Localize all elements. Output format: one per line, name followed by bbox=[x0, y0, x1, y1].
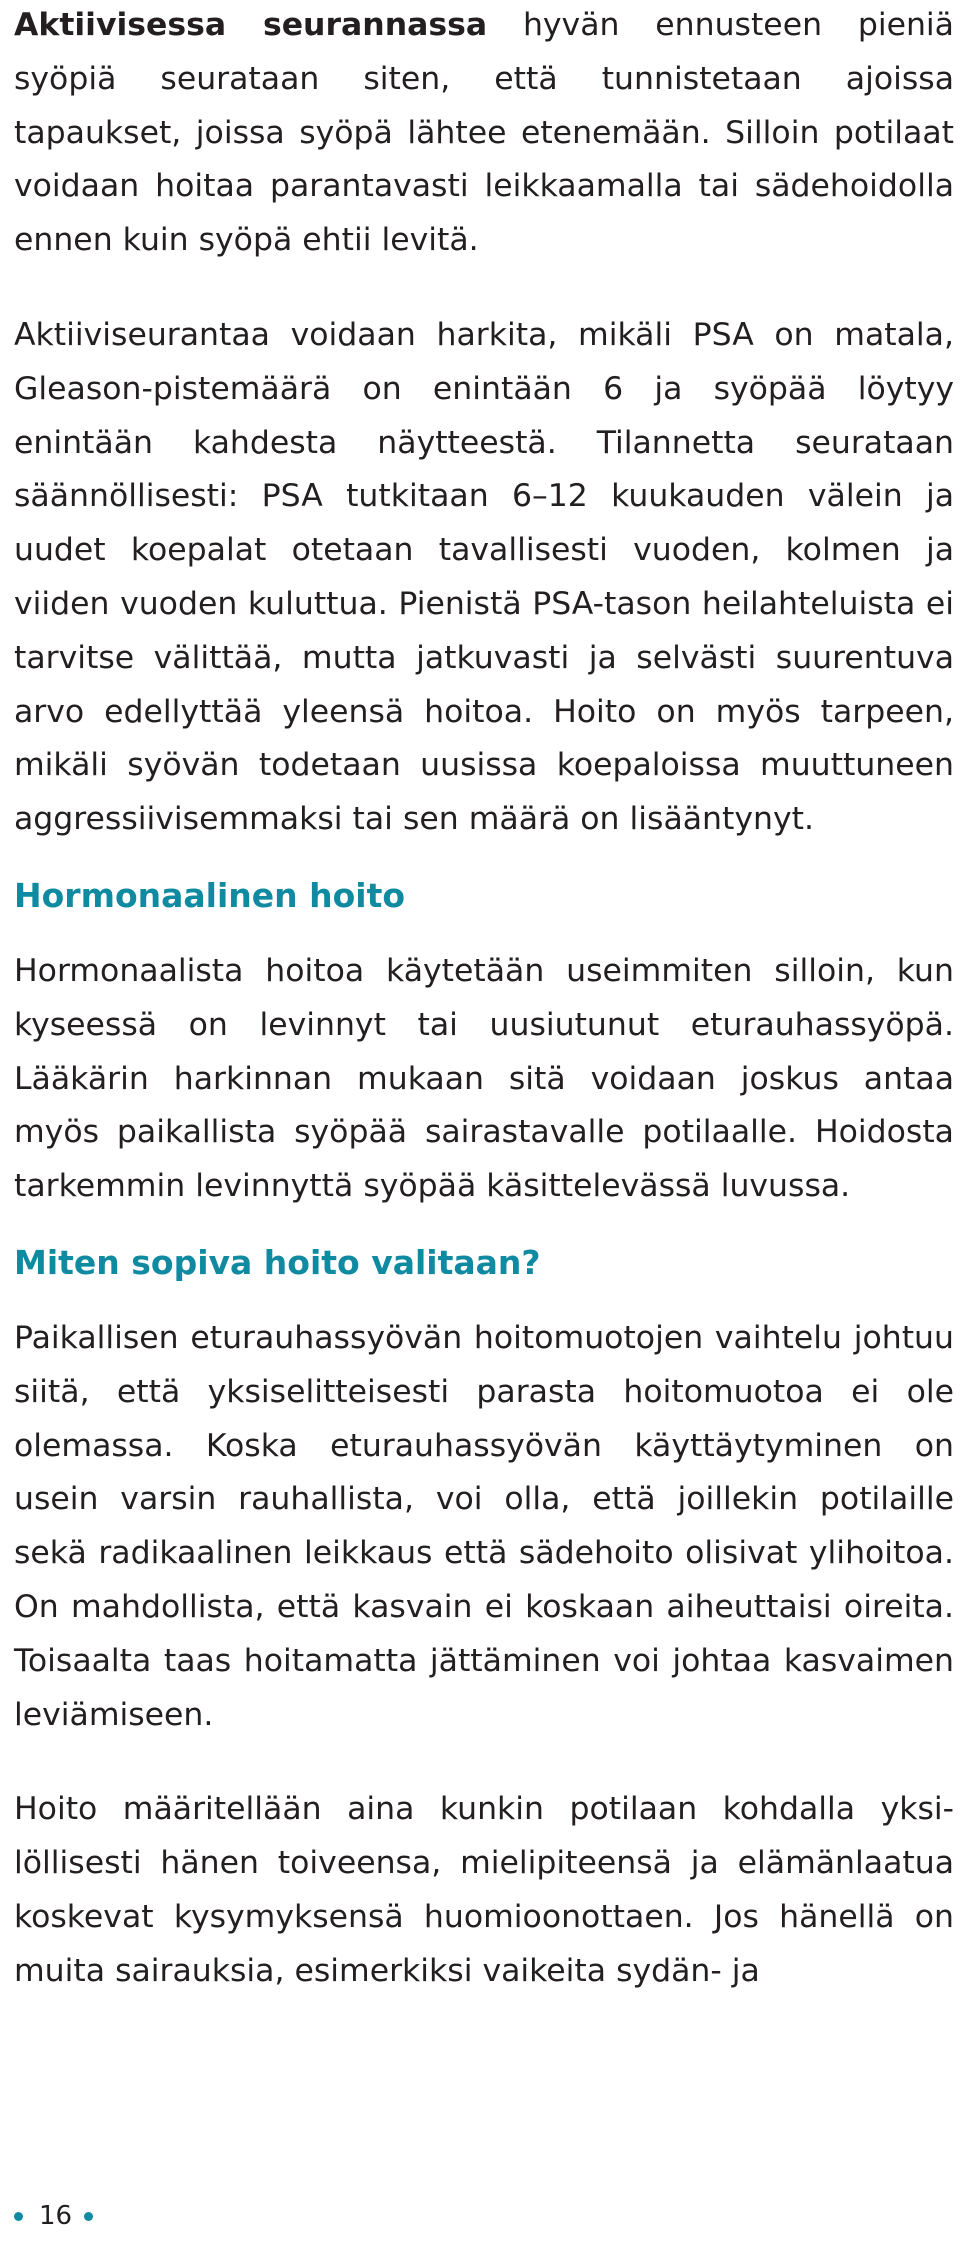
lead-term: Aktiivisessa seurannassa bbox=[14, 7, 488, 43]
paragraph-hormonal-therapy: Hormonaalista hoitoa käytetään useimmiten silloin, kun kyseessä on levinnyt tai uusiutunut eturauhassyöpä. Lääkärin harkinnan mukaan sitä voidaan joskus antaa myös paikallista syöpää sairastavalle potilaalle. Hoidosta tarkemmin levinnyttä syöpää käsittelevässä luvussa. bbox=[14, 952, 954, 1205]
page-footer bbox=[14, 2196, 93, 2236]
document-page bbox=[14, 0, 954, 1999]
section-heading-treatment-choice: Miten sopiva hoito valitaan? bbox=[14, 1242, 541, 1282]
paragraph-treatment-variation: Paikallisen eturauhassyövän hoitomuotojen vaihtelu johtuu siitä, että yksiselitteisesti parasta hoitomuotoa ei ole olemassa. Koska eturauhassyövän käyttäytyminen on usein varsin rauhallista, voi olla, että joillekin potilaille sekä radikaalinen leikkaus että sädehoito olisivat ylihoitoa. On mahdollista, että kasvain ei koskaan aiheuttaisi oireita. Toisaalta taas hoitamatta jättäminen voi johtaa kasvaimen leviämiseen. bbox=[14, 1319, 954, 1733]
bullet-dot-icon bbox=[14, 2212, 23, 2221]
section-heading-hormonal-therapy: Hormonaalinen hoito bbox=[14, 875, 406, 915]
paragraph-text: hyvän ennusteen pieniä syöpiä seurataan siten, että tunnistetaan ajoissa tapaukset, joissa syöpä lähtee etenemään. Silloin potilaat voidaan hoitaa parantavasti leikkaamalla tai sädehoidolla ennen kuin syöpä ehtii levitä. bbox=[14, 7, 954, 259]
page-number: 16 bbox=[39, 2201, 73, 2231]
paragraph-gap bbox=[14, 1742, 954, 1783]
paragraph-individual-treatment: Hoito määritellään aina kunkin potilaan kohdalla yksilöllisesti hänen toiveensa, mielipiteensä ja elämänlaatua koskevat kysymyksensä huomioonottaen. Jos hänellä on muita sairauksia, esimerkiksi vaikeita sydän- ja bbox=[14, 1791, 954, 1989]
paragraph-gap bbox=[14, 268, 954, 309]
bullet-dot-icon bbox=[84, 2212, 93, 2221]
paragraph-surveillance-criteria: Aktiiviseurantaa voidaan harkita, mikäli PSA on matala, Gleason-pistemäärä on enintään 6 ja syöpää löytyy enintään kahdesta näytteestä. Tilannetta seurataan säännöllisesti: PSA tutkitaan 6–12 kuukauden välein ja uudet koepalat otetaan tavallisesti vuoden, kolmen ja viiden vuoden kuluttua. Pienistä PSA-tason heilahteluista ei tarvitse välittää, mutta jatkuvasti ja selvästi suurentuva arvo edellyttää yleensä hoitoa. Hoito on myös tarpeen, mikäli syövän todetaan uusissa koepaloissa muuttuneen aggressiivisemmaksi tai sen määrä on lisääntynyt. bbox=[14, 316, 954, 838]
paragraph-active-surveillance bbox=[14, 0, 954, 268]
